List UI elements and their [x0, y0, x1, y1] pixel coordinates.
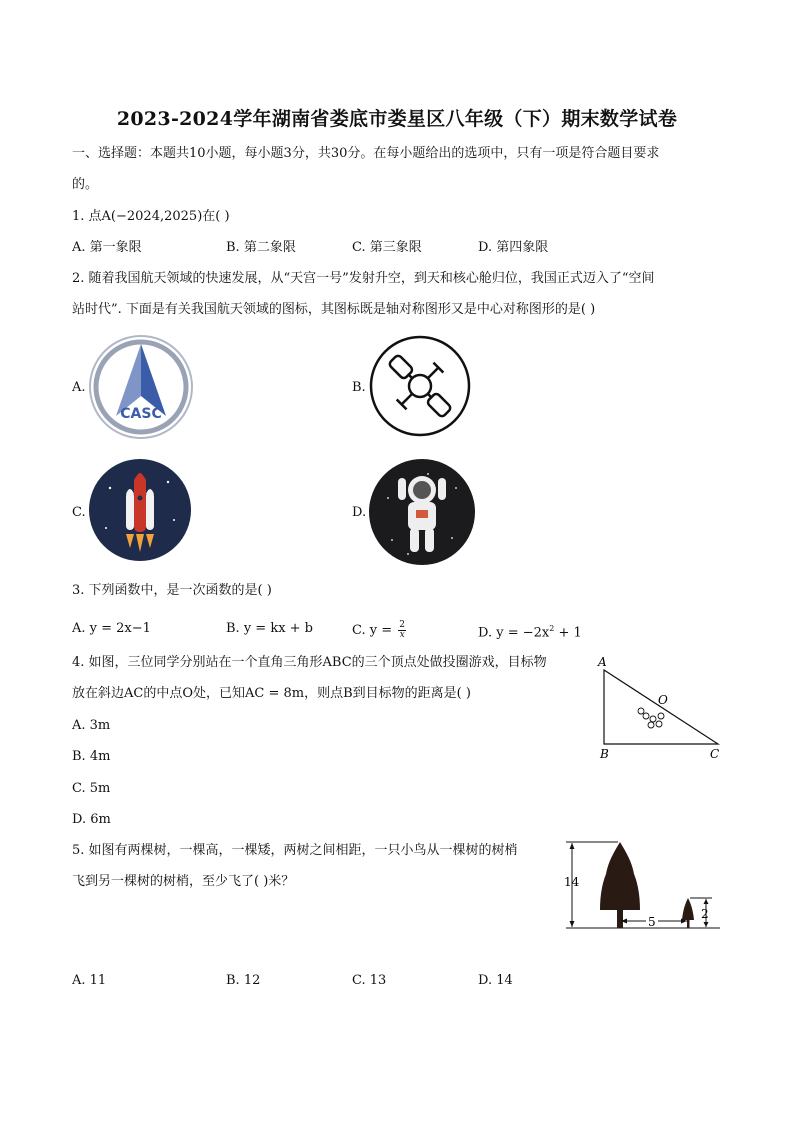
- q1-option-c: C. 第三象限: [352, 240, 422, 255]
- q1-option-b: B. 第二象限: [226, 240, 296, 255]
- q2-label-b: B.: [352, 380, 366, 395]
- q5-option-d: D. 14: [478, 973, 513, 988]
- satellite-icon: [368, 334, 472, 438]
- target-rings-icon: [638, 708, 664, 728]
- casc-logo-icon: [88, 334, 194, 440]
- q3-option-c-numerator: 2: [399, 620, 405, 630]
- q5-option-a: A. 11: [72, 973, 107, 988]
- casc-logo-text: CASC: [120, 406, 162, 422]
- short-tree-icon: [682, 898, 694, 920]
- q3-option-c: [352, 621, 406, 640]
- q4-label-o: O: [658, 693, 668, 707]
- q2-label-d: D.: [352, 505, 367, 520]
- q5-label-short: 2: [701, 907, 709, 921]
- q1-stem: 1. 点A(−2024,2025)在( ): [72, 209, 230, 224]
- q4-label-c: C: [710, 747, 720, 761]
- q4-option-a: A. 3m: [72, 718, 111, 733]
- q2-label-a: A.: [72, 380, 86, 395]
- q5-option-b: B. 12: [226, 973, 261, 988]
- q5-option-c: C. 13: [352, 973, 387, 988]
- rocket-icon: [88, 458, 192, 562]
- section-instruction-line2: 的。: [72, 177, 99, 192]
- q1-option-a: A. 第一象限: [72, 240, 142, 255]
- section-instruction-line1: 一、选择题：本题共10小题，每小题3分，共30分。在每小题给出的选项中，只有一项是符合题目要求: [72, 146, 660, 161]
- q3-option-b: B. y = kx + b: [226, 621, 314, 636]
- q4-option-c: C. 5m: [72, 781, 111, 796]
- q3-stem: 3. 下列函数中，是一次函数的是( ): [72, 583, 272, 598]
- q4-label-b: B: [600, 747, 609, 761]
- q5-stem-line1: 5. 如图有两棵树，一棵高，一棵矮，两树之间相距，一只小鸟从一棵树的树梢: [72, 843, 518, 858]
- q3-option-a: A. y = 2x−1: [72, 621, 151, 636]
- q2-stem-line2: 站时代”. 下面是有关我国航天领域的图标，其图标既是轴对称图形又是中心对称图形的是( ): [72, 302, 596, 317]
- q2-label-c: C.: [72, 505, 86, 520]
- q4-option-d: D. 6m: [72, 812, 111, 827]
- q5-trees-figure: [560, 838, 724, 934]
- q4-stem-line1: 4. 如图，三位同学分别站在一个直角三角形ABC的三个顶点处做投圈游戏，目标物: [72, 655, 547, 670]
- q5-label-dist: 5: [648, 915, 656, 929]
- page-title: 2023-2024学年湖南省娄底市娄星区八年级（下）期末数学试卷: [116, 108, 678, 130]
- tall-tree-icon: [600, 842, 640, 910]
- astronaut-icon: [368, 458, 476, 566]
- q3-option-d-tail: + 1: [554, 625, 582, 641]
- q4-stem-line2: 放在斜边AC的中点O处，已知AC = 8m，则点B到目标物的距离是( ): [72, 686, 471, 701]
- q3-option-d: [478, 621, 582, 641]
- q3-option-d-exponent: 2: [549, 624, 555, 633]
- q4-triangle-figure: [596, 654, 726, 764]
- q4-option-b: B. 4m: [72, 749, 111, 764]
- q3-option-c-prefix: C. y =: [352, 623, 393, 638]
- q3-option-d-prefix: D. y = −2x: [478, 625, 550, 641]
- q5-stem-line2: 飞到另一棵树的树梢，至少飞了( )米？: [72, 874, 295, 889]
- q5-label-tall: 14: [564, 875, 580, 889]
- q4-label-a: A: [598, 655, 607, 669]
- q3-option-c-fraction: [398, 621, 406, 640]
- q2-stem-line1: 2. 随着我国航天领域的快速发展，从“天宫一号”发射升空，到天和核心舱归位，我国正式迈入了“空间: [72, 271, 655, 286]
- q1-option-d: D. 第四象限: [478, 240, 549, 255]
- q3-option-c-denominator: x: [399, 630, 405, 640]
